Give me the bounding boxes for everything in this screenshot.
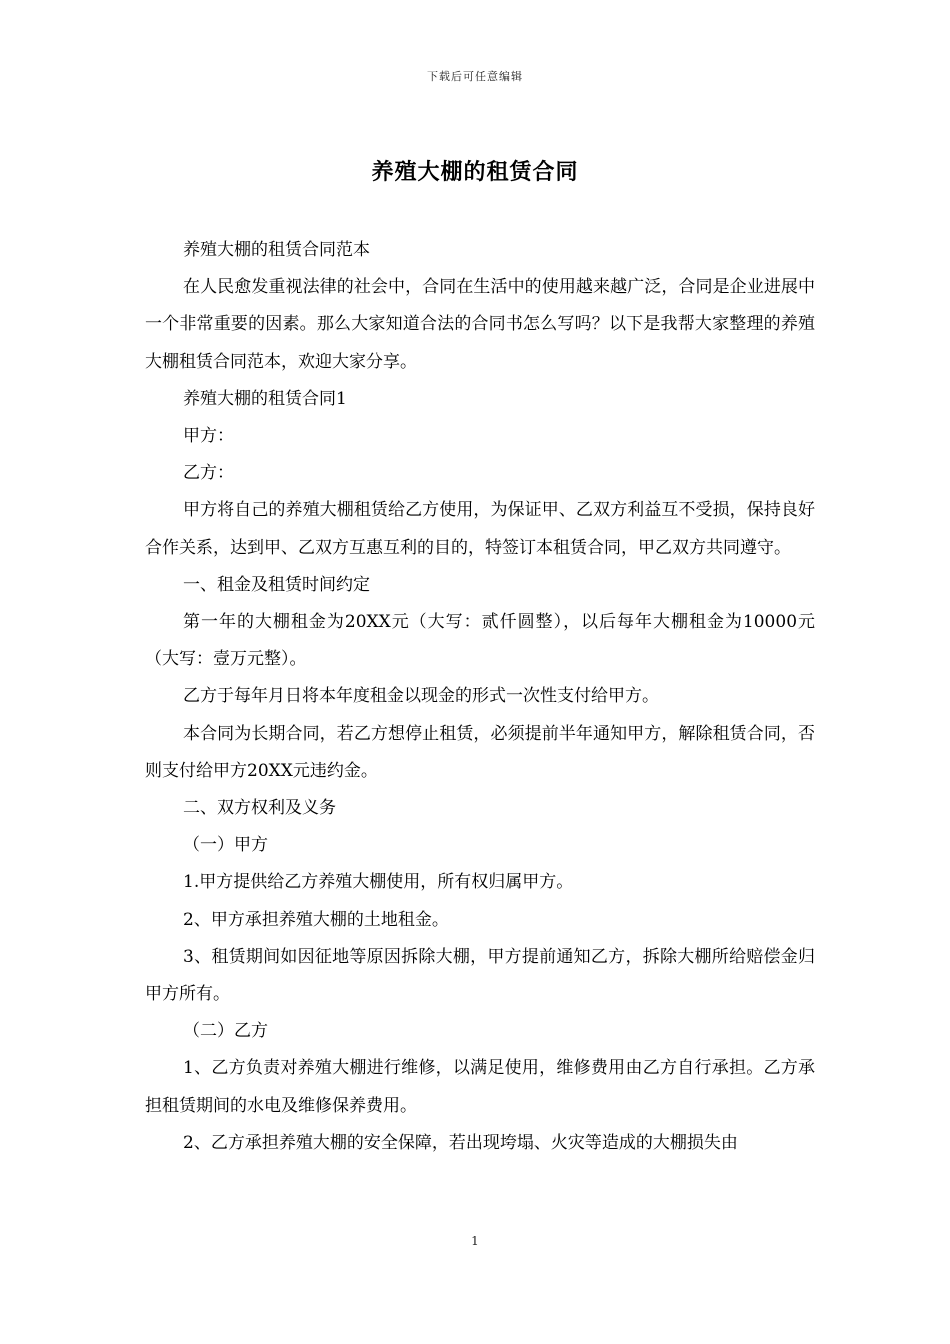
paragraph: 3、租赁期间如因征地等原因拆除大棚，甲方提前通知乙方，拆除大棚所给赔偿金归甲方所有。 [145, 946, 815, 1005]
paragraph: 乙方于每年月日将本年度租金以现金的形式一次性支付给甲方。 [183, 686, 659, 707]
document-body [145, 232, 815, 1162]
paragraph: 第一年的大棚租金为20XX元（大写：贰仟圆整），以后每年大棚租金为10000元（大写：壹万元整）。 [145, 612, 815, 670]
subsection-heading: （二）乙方 [183, 1021, 268, 1042]
page-number: 1 [471, 1234, 479, 1248]
paragraph: 乙方： [183, 463, 234, 484]
paragraph: 2、甲方承担养殖大棚的土地租金。 [183, 909, 449, 930]
subsection-heading: （一）甲方 [183, 835, 268, 856]
page-header: 下载后可任意编辑 [427, 70, 523, 83]
paragraph: 甲方将自己的养殖大棚租赁给乙方使用，为保证甲、乙双方利益互不受损，保持良好合作关系，达到甲、乙双方互惠互利的目的，特签订本租赁合同，甲乙双方共同遵守。 [145, 500, 815, 558]
paragraph: 甲方： [183, 426, 234, 447]
paragraph: 养殖大棚的租赁合同范本 [183, 240, 370, 260]
paragraph: 1、乙方负责对养殖大棚进行维修，以满足使用，维修费用由乙方自行承担。乙方承担租赁期间的水电及维修保养费用。 [145, 1058, 815, 1116]
section-heading: 二、双方权利及义务 [183, 798, 336, 819]
paragraph: 养殖大棚的租赁合同1 [183, 388, 347, 409]
section-heading: 一、租金及租赁时间约定 [183, 574, 370, 595]
paragraph: 在人民愈发重视法律的社会中，合同在生活中的使用越来越广泛，合同是企业进展中一个非常重要的因素。那么大家知道合法的合同书怎么写吗？以下是我帮大家整理的养殖大棚租赁合同范本，欢迎大家分享。 [145, 277, 815, 372]
paragraph: 2、乙方承担养殖大棚的安全保障，若出现垮塌、火灾等造成的大棚损失由 [183, 1132, 738, 1153]
paragraph: 本合同为长期合同，若乙方想停止租赁，必须提前半年通知甲方，解除租赁合同，否则支付给甲方20XX元违约金。 [145, 723, 815, 781]
document-title: 养殖大棚的租赁合同 [371, 160, 579, 185]
paragraph: 1.甲方提供给乙方养殖大棚使用，所有权归属甲方。 [183, 872, 574, 893]
